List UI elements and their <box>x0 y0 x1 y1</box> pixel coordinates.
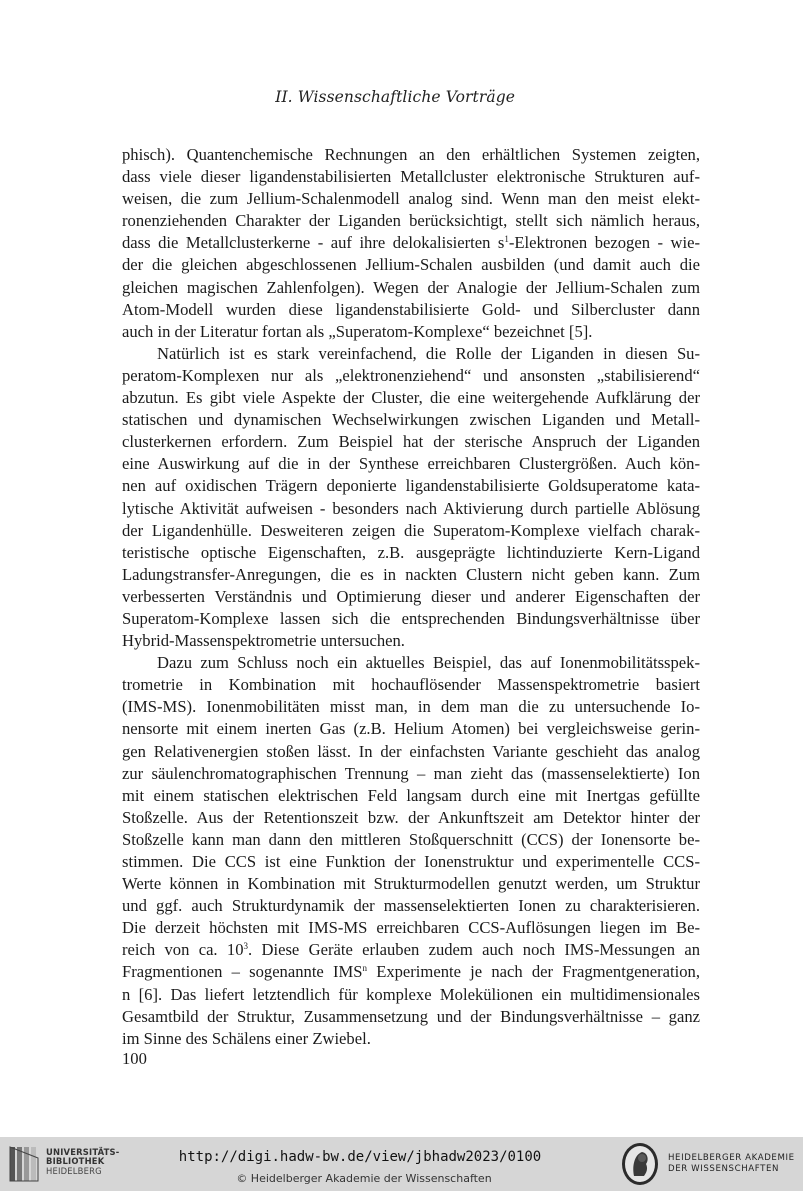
text-line: Dazu zum Schluss noch ein aktuelles Beispiel, das auf Ionenmobilitätsspek- <box>157 653 700 673</box>
superscript: 1 <box>504 234 509 245</box>
text-line: auch in der Literatur fortan als „Superatom-Komplexe“ bezeichnet [5]. <box>122 321 593 341</box>
text-line: clusterkernen erfordern. Zum Beispiel hat der sterische Anspruch der Liganden <box>122 432 700 452</box>
text-line: dass viele dieser ligandenstabilisierten Metallcluster elektronische Strukturen auf- <box>122 167 700 187</box>
library-name-line1: UNIVERSITÄTS- <box>46 1147 120 1157</box>
text-line: zur säulenchromatographischen Trennung – man zieht das (massenselektierte) Ion <box>122 763 700 783</box>
copyright-notice: © Heidelberger Akademie der Wissenschaften <box>236 1172 492 1185</box>
text-line: peratom-Komplexen nur als „elektronenziehend“ und ansonsten „stabilisierend“ <box>122 365 700 385</box>
text-line: mit einem statischen elektrischen Feld langsam durch eine mit Inertgas gefüllte <box>122 785 700 805</box>
text-line: eine Auswirkung auf die in der Synthese erreichbaren Clustergrößen. Auch kön- <box>122 454 700 474</box>
text-line: (IMS-MS). Ionenmobilitäten misst man, in dem man die zu untersuchende Io- <box>122 697 700 717</box>
text-line-segment: dass die Metallclusterkerne - auf ihre delokalisierten s <box>122 233 505 253</box>
text-line-segment: -Elektronen bezogen - wie- <box>508 233 701 253</box>
text-line: nen auf oxidischen Trägern deponierte ligandenstabilisierte Goldsuperatome kata- <box>122 476 700 496</box>
text-line-segment: Experimente je nach der Fragmentgeneration, <box>367 962 700 982</box>
text-line: im Sinne des Schälens einer Zwiebel. <box>122 1028 371 1048</box>
page-number: 100 <box>122 1049 147 1068</box>
text-line-segment: Fragmentionen – sogenannte IMS <box>122 962 363 982</box>
text-line: gen Relativenergien stoßen lässt. In der einfachsten Variante geschieht das analog <box>122 741 700 761</box>
text-line: Werte können in Kombination mit Strukturmodellen genutzt werden, um Struktur <box>122 874 700 894</box>
academy-seal-icon <box>620 1141 660 1187</box>
running-header: II. Wissenschaftliche Vorträge <box>275 88 515 106</box>
text-line: phisch). Quantenchemische Rechnungen an den erhältlichen Systemen zeigten, <box>122 145 700 164</box>
text-line: teristische optische Eigenschaften, z.B. ausgeprägte lichtinduzierte Kern-Ligand <box>122 542 700 562</box>
document-url-link[interactable]: http://digi.hadw-bw.de/view/jbhadw2023/0100 <box>178 1149 542 1165</box>
text-line: der die gleichen abgeschlossenen Jellium-Schalen ausbilden (und damit auch die <box>122 255 700 275</box>
superscript: 3 <box>243 941 249 952</box>
text-line: Stoßzelle. Aus der Retentionszeit bzw. der Ankunftszeit am Detektor hinter der <box>122 807 700 827</box>
text-line: Gesamtbild der Struktur, Zusammensetzung und der Bindungsverhältnisse – ganz <box>122 1006 700 1026</box>
text-line: nensorte mit einem inerten Gas (z.B. Helium Atomen) bei vergleichsweise gerin- <box>122 719 700 739</box>
text-line: n [6]. Das liefert letztendlich für komplexe Molekülionen ein multidimensionales <box>122 984 700 1004</box>
text-line: statischen und dynamischen Wechselwirkungen zwischen Liganden und Metall- <box>122 410 700 430</box>
text-line: Natürlich ist es stark vereinfachend, die Rolle der Liganden in diesen Su- <box>157 343 700 363</box>
academy-name-line2: DER WISSENSCHAFTEN <box>668 1164 780 1174</box>
footer-bar <box>0 1137 803 1191</box>
text-line: stimmen. Die CCS ist eine Funktion der Ionenstruktur und experimentelle CCS- <box>122 852 700 871</box>
text-line: und ggf. auch Strukturdynamik der massenselektierten Ionen zu charakterisieren. <box>122 896 700 916</box>
text-line: ronenziehenden Charakter der Liganden berücksichtigt, stellt sich nämlich heraus, <box>122 211 700 231</box>
academy-name-line1: HEIDELBERGER AKADEMIE <box>668 1153 795 1163</box>
text-line: weisen, die zum Jellium-Schalenmodell analog sind. Wenn man den meist elekt- <box>122 189 700 209</box>
text-line: abzutun. Es gibt viele Aspekte der Cluster, die eine weitergehende Aufklärung der <box>122 388 700 408</box>
text-line-segment: reich von ca. 10 <box>122 940 244 960</box>
text-line: lytische Aktivität aufweisen - besonders nach Aktivierung durch partielle Ablösung <box>122 498 700 518</box>
body-text <box>122 144 700 1050</box>
academy-name <box>668 1153 795 1175</box>
text-line: Superatom-Komplexe lassen sich die entsprechenden Bindungsverhältnisse über <box>122 608 700 628</box>
text-line-segment: . Diese Geräte erlauben zudem auch noch IMS-Messungen an <box>248 940 700 960</box>
text-line: Ladungstransfer-Anregungen, die es in nackten Clustern nicht geben kann. Zum <box>122 564 700 584</box>
text-line: gleichen magischen Zahlenfolgen). Wegen der Analogie der Jellium-Schalen zum <box>122 277 700 297</box>
text-line: trometrie in Kombination mit hochauflösender Massenspektrometrie basiert <box>122 675 700 695</box>
text-line <box>122 939 700 961</box>
text-line: verbesserten Verständnis und Optimierung dieser und anderer Eigenschaften der <box>122 586 700 606</box>
text-line <box>122 232 700 254</box>
text-line: Hybrid-Massenspektrometrie untersuchen. <box>122 631 405 651</box>
superscript: n <box>362 963 367 974</box>
text-line: Die derzeit höchsten mit IMS-MS erreichbaren CCS-Auflösungen liegen im Be- <box>122 918 700 938</box>
text-line: Atom-Modell wurden diese ligandenstabilisierte Gold- und Silbercluster dann <box>122 299 700 319</box>
library-name-line2: BIBLIOTHEK <box>46 1156 105 1167</box>
text-line: Stoßzelle kann man dann den mittleren Stoßquerschnitt (CCS) der Ionensorte be- <box>122 829 700 849</box>
text-line: der Ligandenhülle. Desweiteren zeigen die Superatom-Komplexe vielfach charak- <box>122 520 700 540</box>
library-city: HEIDELBERG <box>46 1165 102 1176</box>
text-line <box>122 961 700 983</box>
